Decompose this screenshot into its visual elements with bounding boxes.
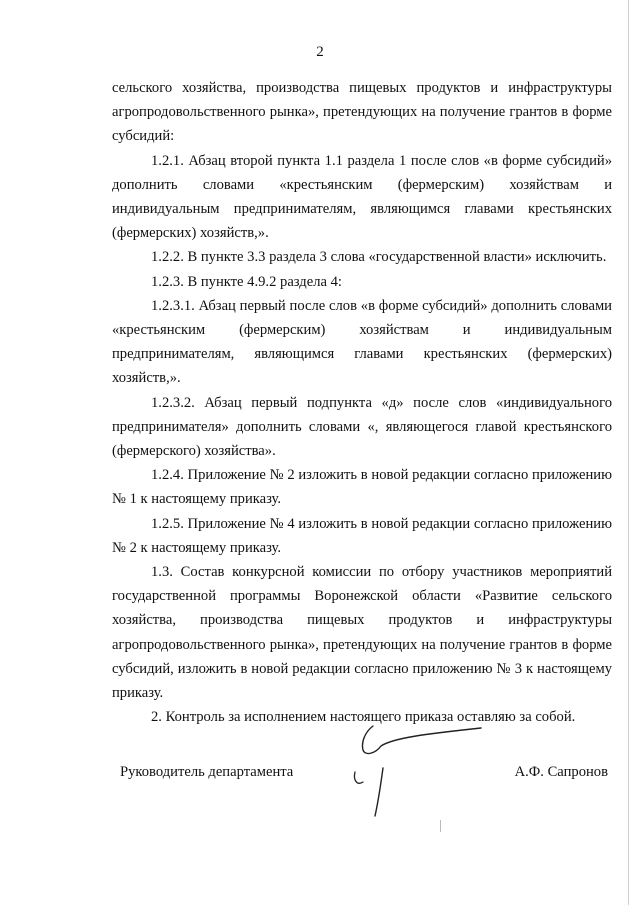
paragraph-1-2-3-1: 1.2.3.1. Абзац первый после слов «в форме субсидий» дополнить словами «крестьянским (фермерским) хозяйствам и индивидуальным предпринимателям, являющимся главами крестьянских (фермерских) хозяйств,».	[112, 297, 612, 387]
paragraph-1-2-4: 1.2.4. Приложение № 2 изложить в новой редакции согласно приложению № 1 к настоящему приказу.	[112, 467, 612, 508]
page-number: 2	[316, 44, 324, 60]
paragraph-1-2-3: 1.2.3. В пункте 4.9.2 раздела 4:	[151, 273, 342, 290]
document-body	[112, 76, 612, 729]
signer-position: Руководитель департамента	[120, 764, 294, 780]
signature-block	[112, 764, 612, 794]
signer-name: А.Ф. Сапронов	[514, 764, 608, 780]
paragraph-1-3: 1.3. Состав конкурсной комиссии по отбору участников мероприятий государственной программы Воронежской области «Развитие сельского хозяйства, производства пищевых продуктов и инфраструктуры агропродовольственного рынка», претендующих на получение грантов в форме субсидий, изложить в новой редакции согласно приложению № 3 к настоящему приказу.	[112, 564, 612, 702]
paragraph-1-2-3-2: 1.2.3.2. Абзац первый подпункта «д» после слов «индивидуального предпринимателя» дополнить словами «, являющегося главой крестьянского (фермерского) хозяйства».	[112, 394, 612, 460]
scan-speck	[440, 820, 441, 832]
paragraph-1-2-1: 1.2.1. Абзац второй пункта 1.1 раздела 1 после слов «в форме субсидий» дополнить словами «крестьянским (фермерским) хозяйствам и индивидуальным предпринимателям, являющимся главами крестьянских (фермерских) хозяйств,».	[112, 152, 612, 242]
paragraph-1-2-2: 1.2.2. В пункте 3.3 раздела 3 слова «государственной власти» исключить.	[151, 249, 607, 266]
paragraph-continuation: сельского хозяйства, производства пищевых продуктов и инфраструктуры агропродовольственного рынка», претендующих на получение грантов в форме субсидий:	[112, 80, 612, 145]
paragraph-2: 2. Контроль за исполнением настоящего приказа оставляю за собой.	[151, 709, 576, 726]
scan-edge-line	[628, 0, 629, 905]
paragraph-1-2-5: 1.2.5. Приложение № 4 изложить в новой редакции согласно приложению № 2 к настоящему приказу.	[112, 515, 612, 556]
